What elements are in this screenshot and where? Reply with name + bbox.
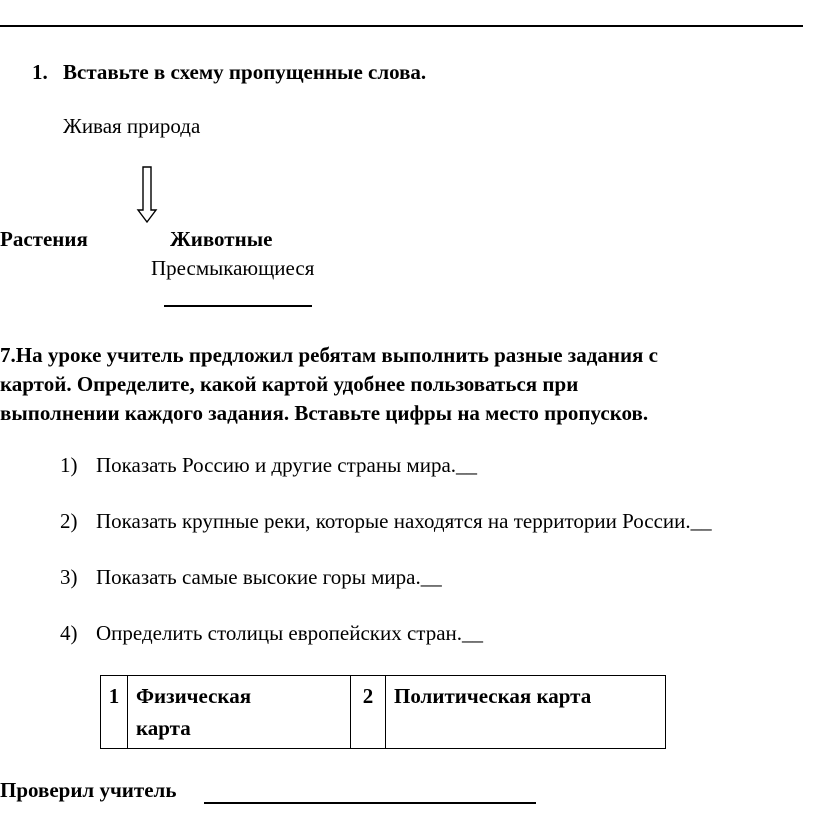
item-text: Показать Россию и другие страны мира.__ [96,453,478,477]
political-map-label: Политическая карта [394,684,592,708]
task7-item-4 [60,621,483,646]
task7-item-1 [60,453,477,478]
item-number: 4) [60,621,78,645]
task7-heading [0,341,800,428]
teacher-signature-line[interactable] [204,802,536,804]
table-cell-number-1: 1 [101,676,128,749]
top-rule [0,25,803,27]
item-text: Определить столицы европейских стран.__ [96,621,484,645]
maps-table [100,675,666,749]
task7-item-2 [60,509,712,534]
item-text: Показать самые высокие горы мира.__ [96,565,442,589]
task1-heading [32,60,426,85]
checked-by-label: Проверил учитель [0,778,177,802]
task7-line-3: выполнении каждого задания. Вставьте цифры на место пропусков. [0,401,649,425]
item-number: 3) [60,565,78,589]
item-number: 2) [60,509,78,533]
item-number: 1) [60,453,78,477]
task7-line-2: картой. Определите, какой картой удобнее пользоваться при [0,372,579,396]
table-cell-political-map [386,676,666,749]
task1-title: Вставьте в схему пропущенные слова. [63,60,427,84]
down-arrow-icon [136,166,158,224]
physical-map-line-2: карта [136,716,191,740]
scheme-root: Живая природа [63,114,201,138]
scheme-plants: Растения [0,227,88,251]
item-text: Показать крупные реки, которые находятся на территории России.__ [96,509,712,533]
scheme-blank-line[interactable] [164,305,312,307]
scheme-reptiles: Пресмыкающиеся [151,256,315,280]
table-cell-physical-map [128,676,351,749]
task7-line-1: 7.На уроке учитель предложил ребятам выполнить разные задания с [0,343,658,367]
scheme-animals: Животные [170,227,273,251]
table-row [101,676,666,749]
task1-number: 1. [32,60,48,84]
task7-item-3 [60,565,442,590]
table-cell-number-2: 2 [351,676,386,749]
physical-map-line-1: Физическая [136,684,252,708]
